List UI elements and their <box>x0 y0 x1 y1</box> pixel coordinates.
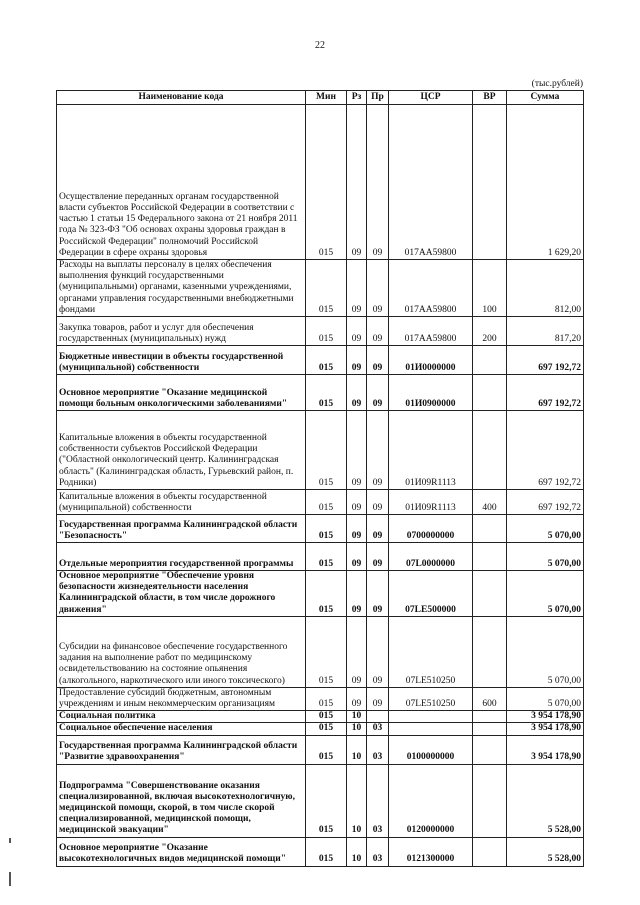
cell-sum: 697 192,72 <box>507 411 584 490</box>
cell-min: 015 <box>306 260 347 317</box>
cell-min: 015 <box>306 723 347 735</box>
table-row <box>57 515 584 543</box>
cell-pr <box>367 711 389 723</box>
cell-rz: 09 <box>347 346 367 375</box>
cell-csr: 0700000000 <box>389 515 473 543</box>
cell-rz: 10 <box>347 711 367 723</box>
cell-sum: 1 629,20 <box>507 105 584 260</box>
cell-min: 015 <box>306 105 347 260</box>
header-csr: ЦСР <box>389 91 473 105</box>
cell-sum: 5 070,00 <box>507 616 584 687</box>
cell-min: 015 <box>306 687 347 710</box>
cell-csr: 0100000000 <box>389 735 473 764</box>
cell-pr: 09 <box>367 375 389 411</box>
scan-edge-mark <box>9 872 11 886</box>
cell-pr: 09 <box>367 411 389 490</box>
table-row <box>57 687 584 710</box>
cell-name: Осуществление переданных органам государственной власти субъектов Российской Федерации в соответствии с частью 1 статьи 15 Федерального закона от 21 ноября 2011 года № 323-ФЗ "Об основах охраны здоровья граждан в Российской Федерации" полномочий Российской Федерации в сфере охраны здоровья <box>57 105 306 260</box>
cell-min: 015 <box>306 711 347 723</box>
cell-min: 015 <box>306 375 347 411</box>
cell-csr: 07L0000000 <box>389 543 473 571</box>
cell-csr: 01И0900000 <box>389 375 473 411</box>
header-vr: ВР <box>473 91 507 105</box>
budget-table <box>56 90 584 867</box>
cell-csr: 0120000000 <box>389 764 473 837</box>
table-header-row <box>57 91 584 105</box>
cell-sum: 5 070,00 <box>507 515 584 543</box>
cell-vr <box>473 543 507 571</box>
cell-pr: 09 <box>367 571 389 617</box>
cell-csr: 017АА59800 <box>389 317 473 346</box>
cell-csr: 017АА59800 <box>389 105 473 260</box>
cell-name: Предоставление субсидий бюджетным, автономным учреждениям и иным некоммерческим организациям <box>57 687 306 710</box>
cell-min: 015 <box>306 837 347 866</box>
cell-min: 015 <box>306 317 347 346</box>
cell-sum: 5 070,00 <box>507 571 584 617</box>
cell-rz: 10 <box>347 837 367 866</box>
cell-csr: 017АА59800 <box>389 260 473 317</box>
cell-rz: 10 <box>347 764 367 837</box>
cell-sum: 817,20 <box>507 317 584 346</box>
cell-vr <box>473 616 507 687</box>
header-name: Наименование кода <box>57 91 306 105</box>
cell-min: 015 <box>306 571 347 617</box>
cell-vr: 400 <box>473 490 507 515</box>
cell-rz: 09 <box>347 411 367 490</box>
cell-name: Расходы на выплаты персоналу в целях обеспечения выполнения функций государственными (муниципальными) органами, казенными учреждениями, органами управления государственными внебюджетными фондами <box>57 260 306 317</box>
table-row <box>57 260 584 317</box>
cell-csr: 07LE510250 <box>389 616 473 687</box>
cell-min: 015 <box>306 346 347 375</box>
cell-pr: 03 <box>367 764 389 837</box>
cell-name: Государственная программа Калининградской области "Безопасность" <box>57 515 306 543</box>
cell-rz: 09 <box>347 317 367 346</box>
cell-sum: 3 954 178,90 <box>507 735 584 764</box>
cell-rz: 09 <box>347 687 367 710</box>
cell-csr: 07LE500000 <box>389 571 473 617</box>
units-label: (тыс.рублей) <box>531 79 583 89</box>
cell-rz: 09 <box>347 105 367 260</box>
scan-edge-mark <box>9 838 11 843</box>
cell-vr <box>473 723 507 735</box>
cell-vr <box>473 515 507 543</box>
cell-pr: 09 <box>367 515 389 543</box>
cell-pr: 03 <box>367 723 389 735</box>
cell-name: Основное мероприятие "Оказание высокотехнологичных видов медицинской помощи" <box>57 837 306 866</box>
cell-min: 015 <box>306 735 347 764</box>
cell-name: Основное мероприятие "Обеспечение уровня безопасности жизнедеятельности населения Калининградской области, в том числе дорожного движения" <box>57 571 306 617</box>
cell-pr: 09 <box>367 543 389 571</box>
cell-pr: 09 <box>367 687 389 710</box>
table-row <box>57 317 584 346</box>
cell-name: Социальная политика <box>57 711 306 723</box>
cell-min: 015 <box>306 616 347 687</box>
cell-name: Социальное обеспечение населения <box>57 723 306 735</box>
cell-min: 015 <box>306 411 347 490</box>
cell-csr <box>389 711 473 723</box>
table-row <box>57 837 584 866</box>
cell-vr: 600 <box>473 687 507 710</box>
cell-vr <box>473 711 507 723</box>
cell-vr <box>473 764 507 837</box>
cell-name: Бюджетные инвестиции в объекты государственной (муниципальной) собственности <box>57 346 306 375</box>
cell-min: 015 <box>306 515 347 543</box>
cell-vr: 100 <box>473 260 507 317</box>
table-row <box>57 543 584 571</box>
cell-csr: 07LE510250 <box>389 687 473 710</box>
cell-name: Основное мероприятие "Оказание медицинской помощи больным онкологическими заболеваниями" <box>57 375 306 411</box>
cell-rz: 09 <box>347 543 367 571</box>
cell-vr <box>473 105 507 260</box>
table-row <box>57 764 584 837</box>
cell-name: Субсидии на финансовое обеспечение государственного задания на выполнение работ по медицинскому освидетельствованию на состояние опьянения (алкогольного, наркотического или иного токсического) <box>57 616 306 687</box>
cell-csr: 01И0000000 <box>389 346 473 375</box>
table-row <box>57 711 584 723</box>
cell-pr: 03 <box>367 837 389 866</box>
cell-pr: 09 <box>367 260 389 317</box>
header-min: Мин <box>306 91 347 105</box>
cell-name: Капитальные вложения в объекты государственной собственности субъектов Российской Федерации ("Областной онкологический центр. Калининградская область" (Калининградская область, Гурьевский район, п. Родники) <box>57 411 306 490</box>
page-number: 22 <box>315 40 325 51</box>
cell-sum: 697 192,72 <box>507 375 584 411</box>
cell-vr: 200 <box>473 317 507 346</box>
cell-name: Отдельные мероприятия государственной программы <box>57 543 306 571</box>
cell-sum: 3 954 178,90 <box>507 711 584 723</box>
cell-rz: 10 <box>347 735 367 764</box>
cell-rz: 09 <box>347 260 367 317</box>
table-row <box>57 346 584 375</box>
cell-vr <box>473 837 507 866</box>
table-row <box>57 571 584 617</box>
cell-rz: 09 <box>347 375 367 411</box>
cell-csr: 0121300000 <box>389 837 473 866</box>
table-row <box>57 616 584 687</box>
cell-sum: 5 070,00 <box>507 687 584 710</box>
cell-sum: 5 070,00 <box>507 543 584 571</box>
header-rz: Рз <box>347 91 367 105</box>
header-pr: Пр <box>367 91 389 105</box>
cell-name: Подпрограмма "Совершенствование оказания специализированной, включая высокотехнологичную, медицинской помощи, скорой, в том числе скорой специализированной, медицинской помощи, медицинской эвакуации" <box>57 764 306 837</box>
cell-pr: 09 <box>367 346 389 375</box>
cell-rz: 10 <box>347 723 367 735</box>
header-sum: Сумма <box>507 91 584 105</box>
cell-pr: 09 <box>367 105 389 260</box>
cell-rz: 09 <box>347 571 367 617</box>
cell-vr <box>473 411 507 490</box>
cell-name: Государственная программа Калининградской области "Развитие здравоохранения" <box>57 735 306 764</box>
cell-sum: 697 192,72 <box>507 346 584 375</box>
cell-vr <box>473 346 507 375</box>
cell-pr: 09 <box>367 616 389 687</box>
table-row <box>57 723 584 735</box>
table-body <box>57 105 584 867</box>
cell-sum: 812,00 <box>507 260 584 317</box>
table-row <box>57 735 584 764</box>
cell-rz: 09 <box>347 515 367 543</box>
cell-pr: 03 <box>367 735 389 764</box>
cell-csr: 01И09R1113 <box>389 490 473 515</box>
table-row <box>57 490 584 515</box>
cell-sum: 697 192,72 <box>507 490 584 515</box>
cell-csr <box>389 723 473 735</box>
cell-min: 015 <box>306 764 347 837</box>
table-row <box>57 411 584 490</box>
cell-rz: 09 <box>347 616 367 687</box>
cell-sum: 5 528,00 <box>507 764 584 837</box>
cell-vr <box>473 571 507 617</box>
cell-pr: 09 <box>367 490 389 515</box>
cell-min: 015 <box>306 490 347 515</box>
cell-name: Закупка товаров, работ и услуг для обеспечения государственных (муниципальных) нужд <box>57 317 306 346</box>
cell-pr: 09 <box>367 317 389 346</box>
table-row <box>57 105 584 260</box>
cell-csr: 01И09R1113 <box>389 411 473 490</box>
cell-sum: 3 954 178,90 <box>507 723 584 735</box>
cell-min: 015 <box>306 543 347 571</box>
table-row <box>57 375 584 411</box>
cell-sum: 5 528,00 <box>507 837 584 866</box>
cell-vr <box>473 375 507 411</box>
cell-name: Капитальные вложения в объекты государственной (муниципальной) собственности <box>57 490 306 515</box>
cell-rz: 09 <box>347 490 367 515</box>
cell-vr <box>473 735 507 764</box>
